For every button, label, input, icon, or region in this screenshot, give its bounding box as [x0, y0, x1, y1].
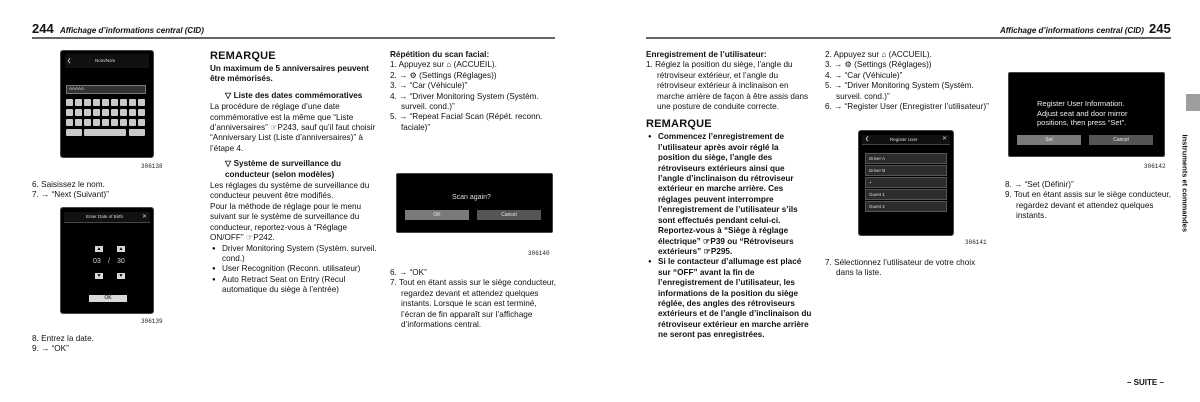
- bullet-auto-retract: ● Auto Retract Seat on Entry (Recul automatique du siège à l’entrée): [222, 275, 378, 296]
- register-steps-2-6: [825, 50, 993, 112]
- cancel-button[interactable]: Cancel: [477, 210, 541, 220]
- back-icon[interactable]: ❮: [67, 58, 72, 64]
- register-step-4: 4. → “Car (Véhicule)”: [825, 70, 903, 80]
- register-info-message: [1037, 99, 1127, 128]
- screen-header: [862, 135, 950, 145]
- figure-code-1: 306138: [141, 163, 163, 170]
- register-step-6: 6. → “Register User (Enregistrer l’utilisateur)”: [825, 102, 989, 112]
- scan-section: [390, 50, 556, 133]
- scan-step-7: 7. Tout en étant assis sur le siège conducteur, regardez devant et attendez quelques instants. Lorsque le scan est terminé, l’écran de fin apparaît sur l’affichage d’informations central.: [390, 278, 556, 330]
- remarque-title-right: REMARQUE: [646, 118, 712, 131]
- screen-title: Nom/Nom: [95, 58, 116, 63]
- running-header-right: Affichage d’informations central (CID): [1000, 26, 1144, 35]
- step-6: 6. Saisissez le nom.: [32, 180, 105, 189]
- page-number-right: 245: [1149, 21, 1171, 36]
- back-icon[interactable]: ❮: [865, 136, 870, 142]
- scan-step-3: 3. → “Car (Véhicule)”: [390, 81, 468, 91]
- scan-again-screen: [396, 173, 553, 233]
- figure-code-2: 306139: [141, 318, 163, 325]
- register-step-3: 3. → ⚙ (Settings (Réglages)): [825, 60, 932, 70]
- steps-6-7: [32, 180, 192, 201]
- register-step-5: 5. → “Driver Monitoring System (Systèm. surveil. cond.)”: [825, 81, 974, 101]
- steps-8-9: [32, 334, 192, 355]
- remarque-left: [210, 50, 378, 296]
- set-button[interactable]: Set: [1017, 135, 1081, 145]
- month-value: 30: [117, 258, 125, 265]
- scan-step-2: 2. → ⚙ (Settings (Réglages)): [390, 70, 497, 80]
- remarque-bullet-2: ● Si le contacteur d’allumage est placé sur “OFF” avant la fin de l’enregistrement de l’utilisateur, les informations de la position du siège réglée, des angles des rétroviseurs extérieurs et de l’angle d’inclinaison du rétroviseur extérieur en marche arrière ne seront pas enregistrées.: [658, 257, 812, 340]
- name-entry-screen: [60, 50, 154, 158]
- step-7: 7. → “Next (Suivant)”: [32, 190, 109, 200]
- screen-title: Register User: [890, 137, 918, 142]
- register-step-2: 2. Appuyez sur ⌂ (ACCUEIL).: [825, 50, 932, 59]
- scan-step-1: 1. Appuyez sur ⌂ (ACCUEIL).: [390, 60, 497, 70]
- date-separator: /: [108, 258, 110, 265]
- register-step-8: 8. → “Set (Définir)”: [1005, 180, 1074, 189]
- bullet-user-recognition: ● User Recognition (Reconn. utilisateur): [222, 264, 378, 274]
- close-icon[interactable]: ✕: [941, 136, 947, 142]
- subsection-text-1: Les réglages du système de surveillance du conducteur peuvent être modifiés.: [210, 181, 370, 201]
- name-input-value: AAAAA: [69, 86, 85, 91]
- screen-header: [65, 54, 149, 68]
- ok-button[interactable]: OK: [89, 295, 127, 302]
- remarque-title: REMARQUE: [210, 50, 276, 62]
- register-section: [646, 50, 812, 341]
- step-8: 8. Entrez la date.: [32, 334, 94, 343]
- message-line-1: Register User Information.: [1037, 99, 1125, 108]
- bullet-driver-monitoring: ● Driver Monitoring System (Systèm. surveil. cond.): [222, 244, 378, 265]
- section-tab-marker: [1186, 94, 1200, 111]
- day-up-button[interactable]: ▲: [96, 246, 102, 252]
- message-line-2: Adjust seat and door mirror: [1037, 108, 1128, 118]
- figure-code-3: 306140: [528, 250, 550, 257]
- scan-steps-end: [390, 268, 556, 330]
- name-input[interactable]: [66, 85, 146, 94]
- ok-button[interactable]: OK: [405, 210, 469, 220]
- figure-code-4: 306141: [965, 239, 987, 246]
- remarque-text: Un maximum de 5 anniversaires peuvent être mémorisés.: [210, 64, 369, 84]
- header-rule-left: [32, 37, 555, 39]
- close-icon[interactable]: ✕: [141, 214, 147, 220]
- cancel-button[interactable]: Cancel: [1089, 135, 1153, 145]
- screen-title: Enter Date of Birth: [86, 214, 124, 219]
- header-rule-right: [646, 37, 1171, 39]
- running-header-left: Affichage d’informations central (CID): [60, 26, 204, 35]
- register-title: Enregistrement de l’utilisateur:: [646, 50, 767, 59]
- scan-again-question: Scan again?: [452, 194, 491, 201]
- month-up-button[interactable]: ▲: [118, 246, 124, 252]
- day-value: 03: [93, 258, 101, 265]
- register-info-screen: [1008, 72, 1165, 157]
- figure-code-5: 306142: [1144, 163, 1166, 170]
- register-step-9: 9. Tout en étant assis sur le siège conducteur, regardez devant et attendez quelques instants.: [1005, 190, 1171, 221]
- subsection-title-commemorative: ▽ Liste des dates commémoratives: [225, 90, 363, 100]
- list-item[interactable]: Guest 1: [865, 189, 947, 200]
- step-9: 9. → “OK”: [32, 344, 69, 354]
- list-item[interactable]: Guest 2: [865, 201, 947, 212]
- register-step-7: 7. Sélectionnez l’utilisateur de votre choix dans la liste.: [825, 258, 976, 278]
- date-entry-screen: [60, 207, 154, 314]
- list-item[interactable]: Driver A: [865, 153, 947, 164]
- subsection-title-driver-monitoring: ▽ Système de surveillance du conducteur (selon modèles): [225, 159, 341, 179]
- subsection-text-commemorative: La procédure de réglage d’une date commémorative est la même que “Liste d’anniversaires” ☞P243, sauf qu’il faut choisir “Anniversary List (Liste d’anniversaires)” à l’étape 4.: [210, 102, 376, 153]
- day-down-button[interactable]: ▼: [96, 273, 102, 279]
- continued-label: – SUITE –: [1127, 378, 1164, 387]
- section-tab-label: Instruments et commandes: [1180, 134, 1190, 233]
- register-step-1: 1. Réglez la position du siège, l’angle du rétroviseur extérieur, et l’angle du rétroviseur extérieur à inclinaison en marche arrière de façon à être assis dans une posture de conduite correcte.: [646, 60, 809, 112]
- scan-step-4: 4. → “Driver Monitoring System (Systèm. surveil. cond.)”: [390, 91, 539, 112]
- screen-header: [64, 212, 150, 223]
- page-number-left: 244: [32, 21, 54, 36]
- remarque-bullet-1: ● Commencez l’enregistrement de l’utilisateur après avoir réglé la position du siège, l’angle des rétroviseurs extérieurs ainsi que l’angle d’inclinaison du rétroviseur extérieur en marche arrière. Ces réglages peuvent interrompre l’enregistrement de l’utilisateur s’ils sont effectués pendant celui-ci. Reportez-vous à “Siège à réglage électrique” ☞P39 ou “Rétroviseurs extérieurs” ☞P295.: [658, 132, 812, 257]
- scan-step-6: 6. → “OK”: [390, 268, 427, 277]
- scan-title: Répétition du scan facial:: [390, 50, 490, 59]
- message-line-3: positions, then press “Set”.: [1037, 118, 1127, 128]
- subsection-text-2: Pour la méthode de réglage pour le menu suivant sur le système de surveillance du conducteur, reportez-vous à “Réglage ON/OFF” ☞P242.: [210, 201, 362, 243]
- list-item[interactable]: +: [865, 177, 947, 188]
- list-item[interactable]: Driver B: [865, 165, 947, 176]
- register-user-screen: [858, 130, 954, 236]
- register-steps-end: [1005, 180, 1173, 222]
- month-down-button[interactable]: ▼: [118, 273, 124, 279]
- scan-step-5: 5. → “Repeat Facial Scan (Répét. reconn. faciale)”: [390, 112, 543, 132]
